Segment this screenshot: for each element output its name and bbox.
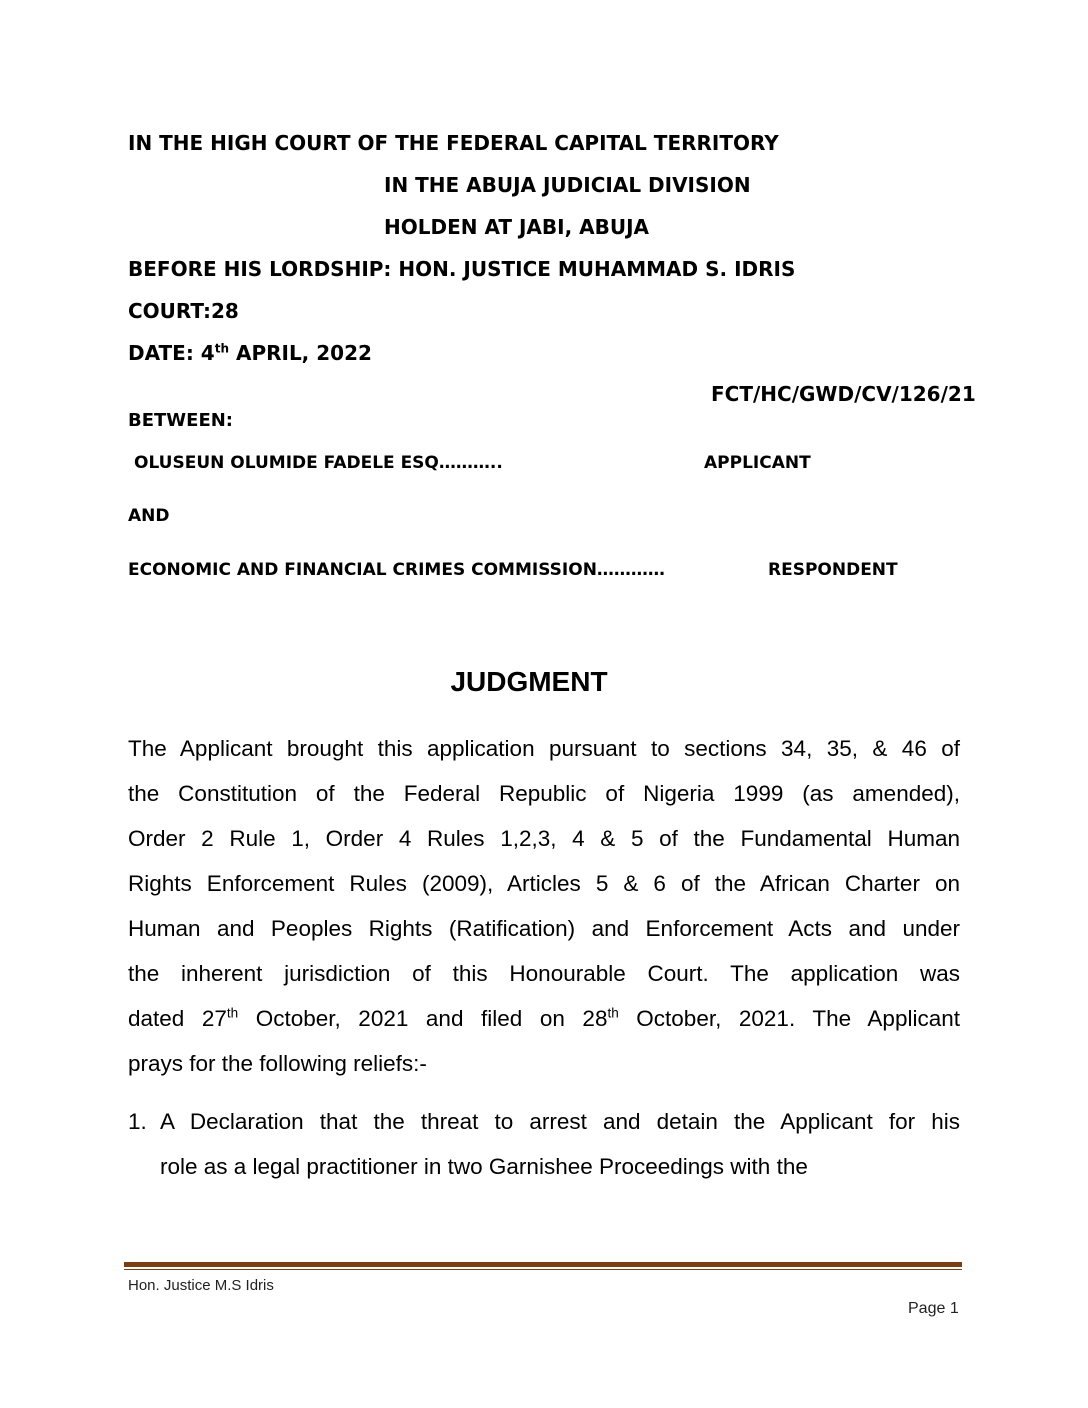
- before-line: BEFORE HIS LORDSHIP: HON. JUSTICE MUHAMMAD S. IDRIS: [128, 257, 796, 281]
- body-text: October, 2021. The Applicant: [618, 1006, 960, 1031]
- between-label: BETWEEN:: [128, 410, 234, 431]
- body-text: October, 2021 and filed on 28: [238, 1006, 608, 1031]
- and-label: AND: [128, 506, 170, 526]
- respondent-name: ECONOMIC AND FINANCIAL CRIMES COMMISSION…………: [128, 560, 665, 580]
- relief-line: role as a legal practitioner in two Garnishee Proceedings with the: [160, 1154, 808, 1179]
- body-line: the Constitution of the Federal Republic of Nigeria 1999 (as amended),: [128, 781, 960, 806]
- date-superscript: th: [214, 341, 229, 356]
- respondent-role: RESPONDENT: [768, 560, 898, 580]
- ordinal-superscript: th: [226, 1005, 239, 1021]
- date-prefix: DATE: 4: [128, 341, 215, 365]
- body-line: the inherent jurisdiction of this Honourable Court. The application was: [128, 961, 960, 986]
- division-heading: IN THE ABUJA JUDICIAL DIVISION: [384, 173, 751, 197]
- body-line: [128, 1005, 960, 1031]
- suit-number: FCT/HC/GWD/CV/126/21: [711, 382, 976, 406]
- body-line: Human and Peoples Rights (Ratification) and Enforcement Acts and under: [128, 916, 960, 941]
- court-heading: IN THE HIGH COURT OF THE FEDERAL CAPITAL TERRITORY: [128, 131, 779, 155]
- document-title: JUDGMENT: [450, 666, 608, 697]
- footer-rule: [124, 1262, 962, 1267]
- body-text: dated 27: [128, 1006, 227, 1031]
- body-line: Order 2 Rule 1, Order 4 Rules 1,2,3, 4 & 5 of the Fundamental Human: [128, 826, 960, 851]
- body-line: prays for the following reliefs:-: [128, 1051, 427, 1076]
- holden-heading: HOLDEN AT JABI, ABUJA: [384, 215, 650, 239]
- footer-judge: Hon. Justice M.S Idris: [128, 1277, 274, 1294]
- applicant-role: APPLICANT: [704, 453, 811, 473]
- ordinal-superscript: th: [607, 1005, 619, 1021]
- footer-rule-thin: [124, 1269, 962, 1270]
- body-line: The Applicant brought this application pursuant to sections 34, 35, & 46 of: [128, 736, 960, 761]
- page-number: Page 1: [908, 1300, 959, 1317]
- body-line: Rights Enforcement Rules (2009), Articles 5 & 6 of the African Charter on: [128, 871, 960, 896]
- court-number: COURT:28: [128, 299, 239, 323]
- relief-number: 1.: [128, 1109, 147, 1134]
- date-line: [128, 343, 372, 363]
- date-rest: APRIL, 2022: [229, 341, 372, 365]
- applicant-name: OLUSEUN OLUMIDE FADELE ESQ………..: [134, 453, 503, 473]
- relief-line: A Declaration that the threat to arrest and detain the Applicant for his: [160, 1109, 960, 1134]
